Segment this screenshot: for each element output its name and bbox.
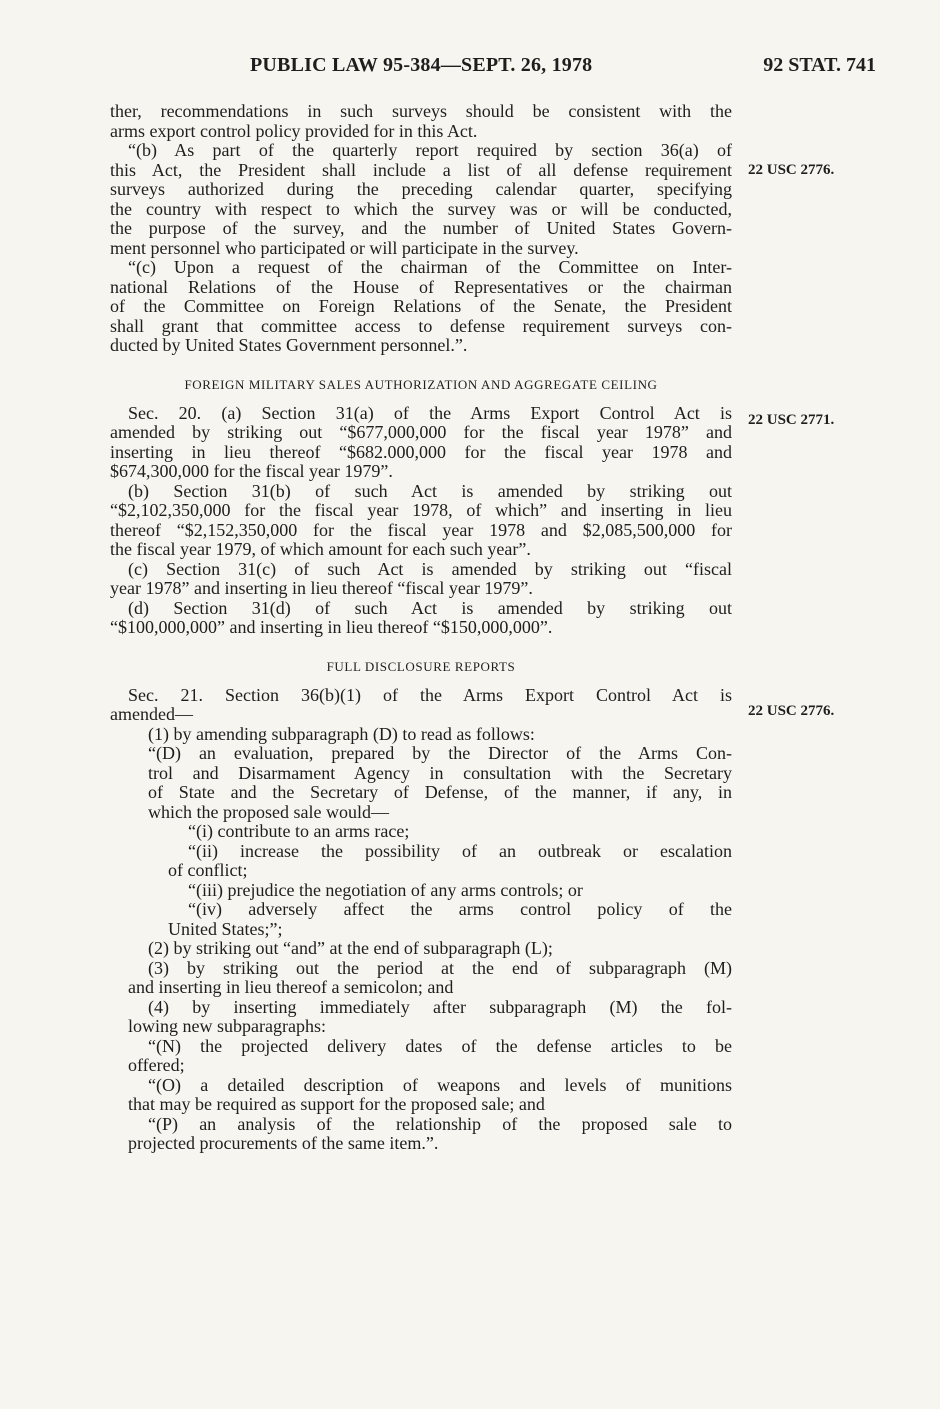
text-line: (4) by inserting immediately after subparagraph (M) the fol- — [148, 996, 732, 1017]
text-line: which the proposed sale would— — [148, 801, 389, 822]
text-line: “(N) the projected delivery dates of the defense articles to be — [148, 1035, 732, 1056]
text-line: amended by striking out “$677,000,000 for the fiscal year 1978” and — [110, 422, 732, 442]
text-line: inserting in lieu thereof “$682.000,000 for the fiscal year 1978 and — [110, 441, 732, 462]
text-line: “(ii) increase the possibility of an outbreak or escalation — [188, 840, 732, 861]
text-line: “(D) an evaluation, prepared by the Director of the Arms Con- — [148, 743, 732, 763]
text-line: United States;”; — [168, 918, 283, 939]
text-line: “(iv) adversely affect the arms control policy of the — [188, 899, 732, 919]
statute-page-number: 92 STAT. 741 — [763, 54, 876, 76]
text-line: (b) Section 31(b) of such Act is amended by striking out — [128, 480, 732, 501]
text-line: thereof “$2,152,350,000 for the fiscal year 1978 and $2,085,500,000 for — [110, 519, 732, 540]
text-line: and inserting in lieu thereof a semicolon; and — [128, 977, 454, 997]
text-line: “$100,000,000” and inserting in lieu thereof “$150,000,000”. — [110, 617, 553, 637]
text-line: “$2,102,350,000 for the fiscal year 1978, of which” and inserting in lieu — [110, 500, 732, 520]
section-heading: FOREIGN MILITARY SALES AUTHORIZATION AND AGGREGATE CEILING — [184, 376, 658, 392]
text-line: “(b) As part of the quarterly report required by section 36(a) of — [128, 140, 732, 160]
text-line: projected procurements of the same item.”. — [128, 1133, 439, 1153]
text-line: “(P) an analysis of the relationship of the proposed sale to — [148, 1113, 732, 1134]
text-line: arms export control policy provided for in this Act. — [110, 120, 478, 141]
text-line: national Relations of the House of Representatives or the chairman — [110, 276, 732, 297]
text-line: ther, recommendations in such surveys should be consistent with the — [110, 101, 732, 121]
text-line: of State and the Secretary of Defense, of the manner, if any, in — [148, 782, 732, 802]
text-line: the fiscal year 1979, of which amount for each such year”. — [110, 539, 531, 559]
text-line: “(i) contribute to an arms race; — [188, 821, 410, 841]
text-line: amended— — [110, 704, 193, 724]
page-header — [110, 54, 876, 84]
text-line: of conflict; — [168, 860, 248, 880]
text-line: this Act, the President shall include a list of all defense requirement — [110, 159, 732, 180]
text-line: $674,300,000 for the fiscal year 1979”. — [110, 461, 393, 481]
text-line: year 1978” and inserting in lieu thereof “fiscal year 1979”. — [110, 578, 533, 598]
margin-citation: 22 USC 2776. — [748, 703, 835, 719]
law-title: PUBLIC LAW 95-384—SEPT. 26, 1978 — [250, 54, 593, 76]
text-line: surveys authorized during the preceding calendar quarter, specifying — [110, 179, 732, 199]
text-line: of the Committee on Foreign Relations of the Senate, the President — [110, 296, 732, 316]
text-line: (2) by striking out “and” at the end of subparagraph (L); — [148, 938, 553, 958]
text-line: “(iii) prejudice the negotiation of any arms controls; or — [188, 879, 583, 900]
text-line: (c) Section 31(c) of such Act is amended by striking out “fiscal — [128, 558, 732, 579]
text-line: lowing new subparagraphs: — [128, 1016, 326, 1036]
margin-citation: 22 USC 2776. — [748, 162, 835, 178]
text-line: that may be required as support for the proposed sale; and — [128, 1094, 545, 1114]
text-line: trol and Disarmament Agency in consultation with the Secretary — [148, 762, 732, 783]
text-line: “(c) Upon a request of the chairman of the Committee on Inter- — [128, 257, 732, 277]
text-line: Sec. 20. (a) Section 31(a) of the Arms Export Control Act is — [128, 402, 732, 423]
text-line: the purpose of the survey, and the number of United States Govern- — [110, 218, 732, 238]
text-line: (3) by striking out the period at the end of subparagraph (M) — [148, 957, 732, 978]
text-line: the country with respect to which the survey was or will be conducted, — [110, 198, 732, 219]
document-body — [110, 102, 732, 1154]
section-heading: FULL DISCLOSURE REPORTS — [326, 658, 516, 674]
text-line: ducted by United States Government personnel.”. — [110, 335, 468, 355]
text-line: ment personnel who participated or will participate in the survey. — [110, 237, 579, 258]
text-line: (1) by amending subparagraph (D) to read as follows: — [148, 723, 535, 744]
margin-citation: 22 USC 2771. — [748, 412, 835, 428]
text-line: shall grant that committee access to defense requirement surveys con- — [110, 315, 732, 336]
text-line: (d) Section 31(d) of such Act is amended by striking out — [128, 597, 732, 618]
text-line: offered; — [128, 1055, 185, 1075]
text-line: Sec. 21. Section 36(b)(1) of the Arms Export Control Act is — [128, 684, 732, 705]
text-line: “(O) a detailed description of weapons and levels of munitions — [148, 1074, 732, 1095]
